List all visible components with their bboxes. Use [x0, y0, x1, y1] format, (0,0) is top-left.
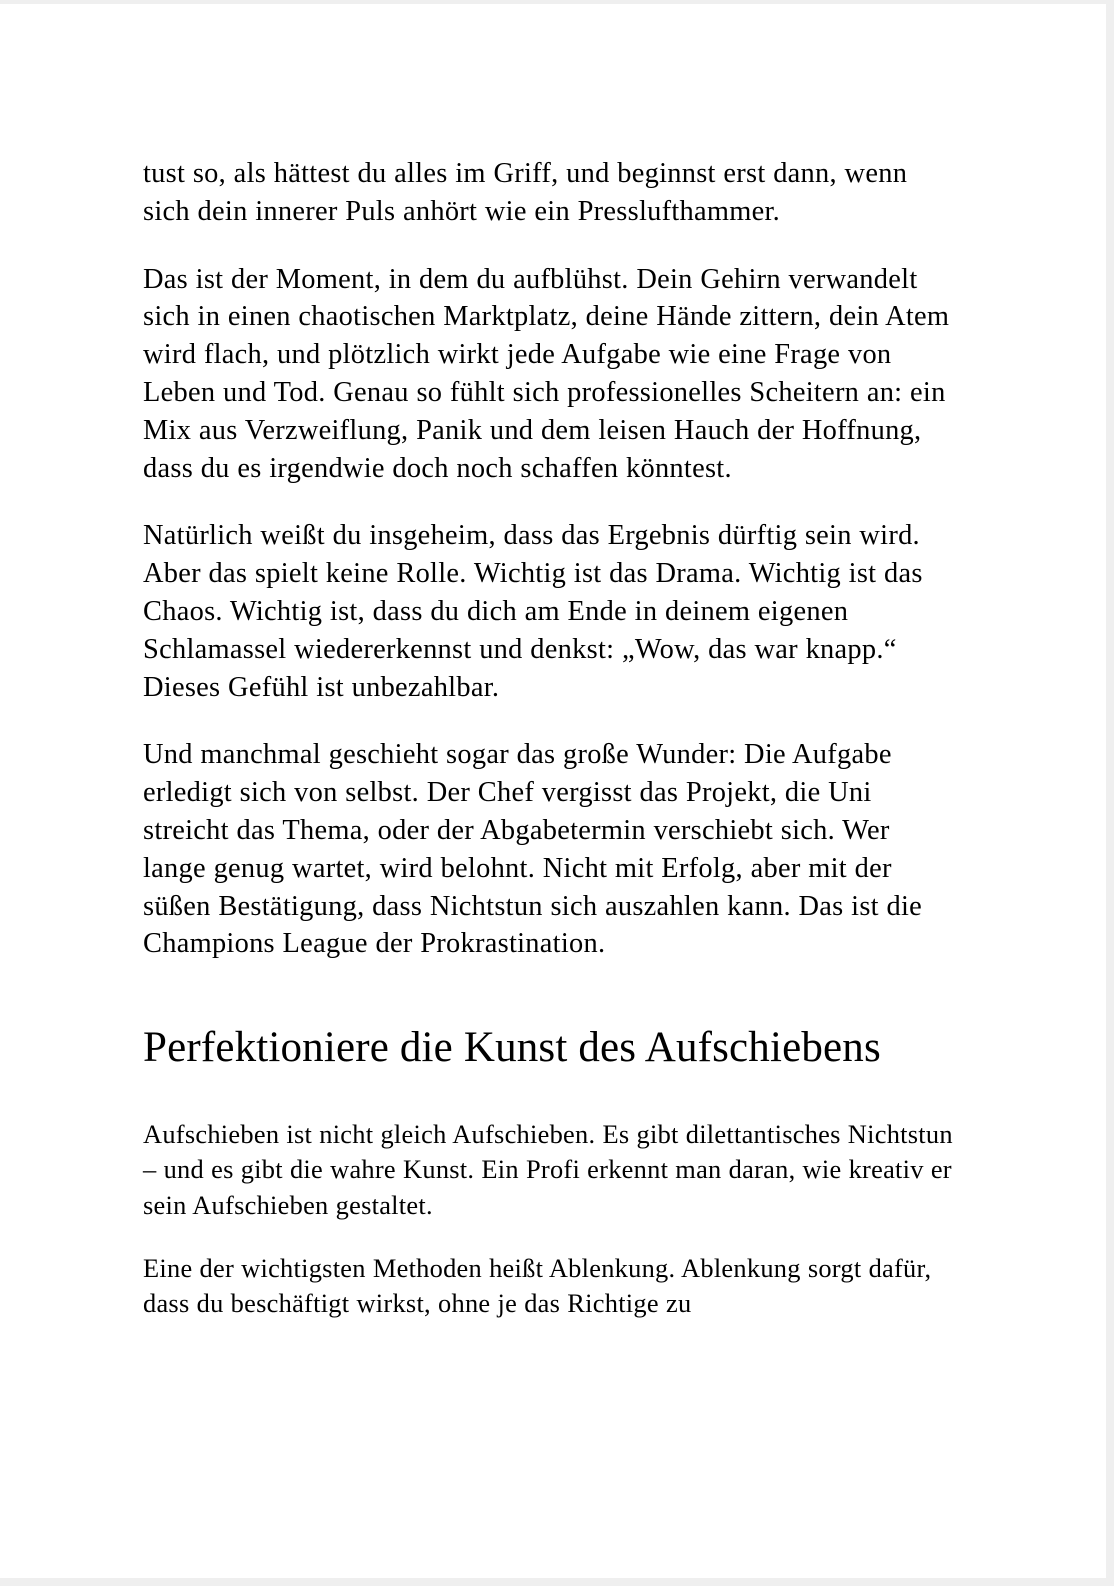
paragraph: Natürlich weißt du insgeheim, dass das Ergebnis dürftig sein wird. Aber das spielt keine Rolle. Wichtig ist das Drama. Wichtig ist das Chaos. Wichtig ist, dass du dich am Ende in deinem eigenen Schlamassel wiedererkennst und denkst: „Wow, das war knapp.“ Dieses Gefühl ist unbezahlbar. [143, 520, 923, 703]
text-column [143, 4, 959, 1349]
paragraph: Eine der wichtigsten Methoden heißt Ablenkung. Ablenkung sorgt dafür, dass du beschäftigt wirkst, ohne je das Richtige zu [143, 1252, 932, 1318]
paragraph-group-after-heading [143, 1117, 959, 1321]
paragraph-group-before-heading [143, 4, 959, 963]
paragraph: Aufschieben ist nicht gleich Aufschieben. Es gibt dilettantisches Nichtstun – und es gibt die wahre Kunst. Ein Profi erkennt man daran, wie kreativ er sein Aufschieben gestaltet. [143, 1119, 953, 1220]
section-heading: Perfektioniere die Kunst des Aufschiebens [143, 1024, 881, 1072]
section-heading-wrapper [143, 1023, 959, 1073]
paragraph: Das ist der Moment, in dem du aufblühst. Dein Gehirn verwandelt sich in einen chaotischen Marktplatz, deine Hände zittern, dein Atem wird flach, und plötzlich wirkt jede Aufgabe wie eine Frage von Leben und Tod. Genau so fühlt sich professionelles Scheitern an: ein Mix aus Verzweiflung, Panik und dem leisen Hauch der Hoffnung, dass du es irgendwie doch noch schaffen könntest. [143, 263, 950, 484]
paragraph: tust so, als hättest du alles im Griff, und beginnst erst dann, wenn sich dein innerer Puls anhört wie ein Presslufthammer. [143, 158, 908, 227]
paragraph: Und manchmal geschieht sogar das große Wunder: Die Aufgabe erledigt sich von selbst. Der Chef vergisst das Projekt, die Uni streicht das Thema, oder der Abgabetermin verschiebt sich. Wer lange genug wartet, wird belohnt. Nicht mit Erfolg, aber mit der süßen Bestätigung, dass Nichtstun sich auszahlen kann. Das ist die Champions League der Prokrastination. [143, 739, 923, 960]
page-sheet [0, 4, 1106, 1578]
